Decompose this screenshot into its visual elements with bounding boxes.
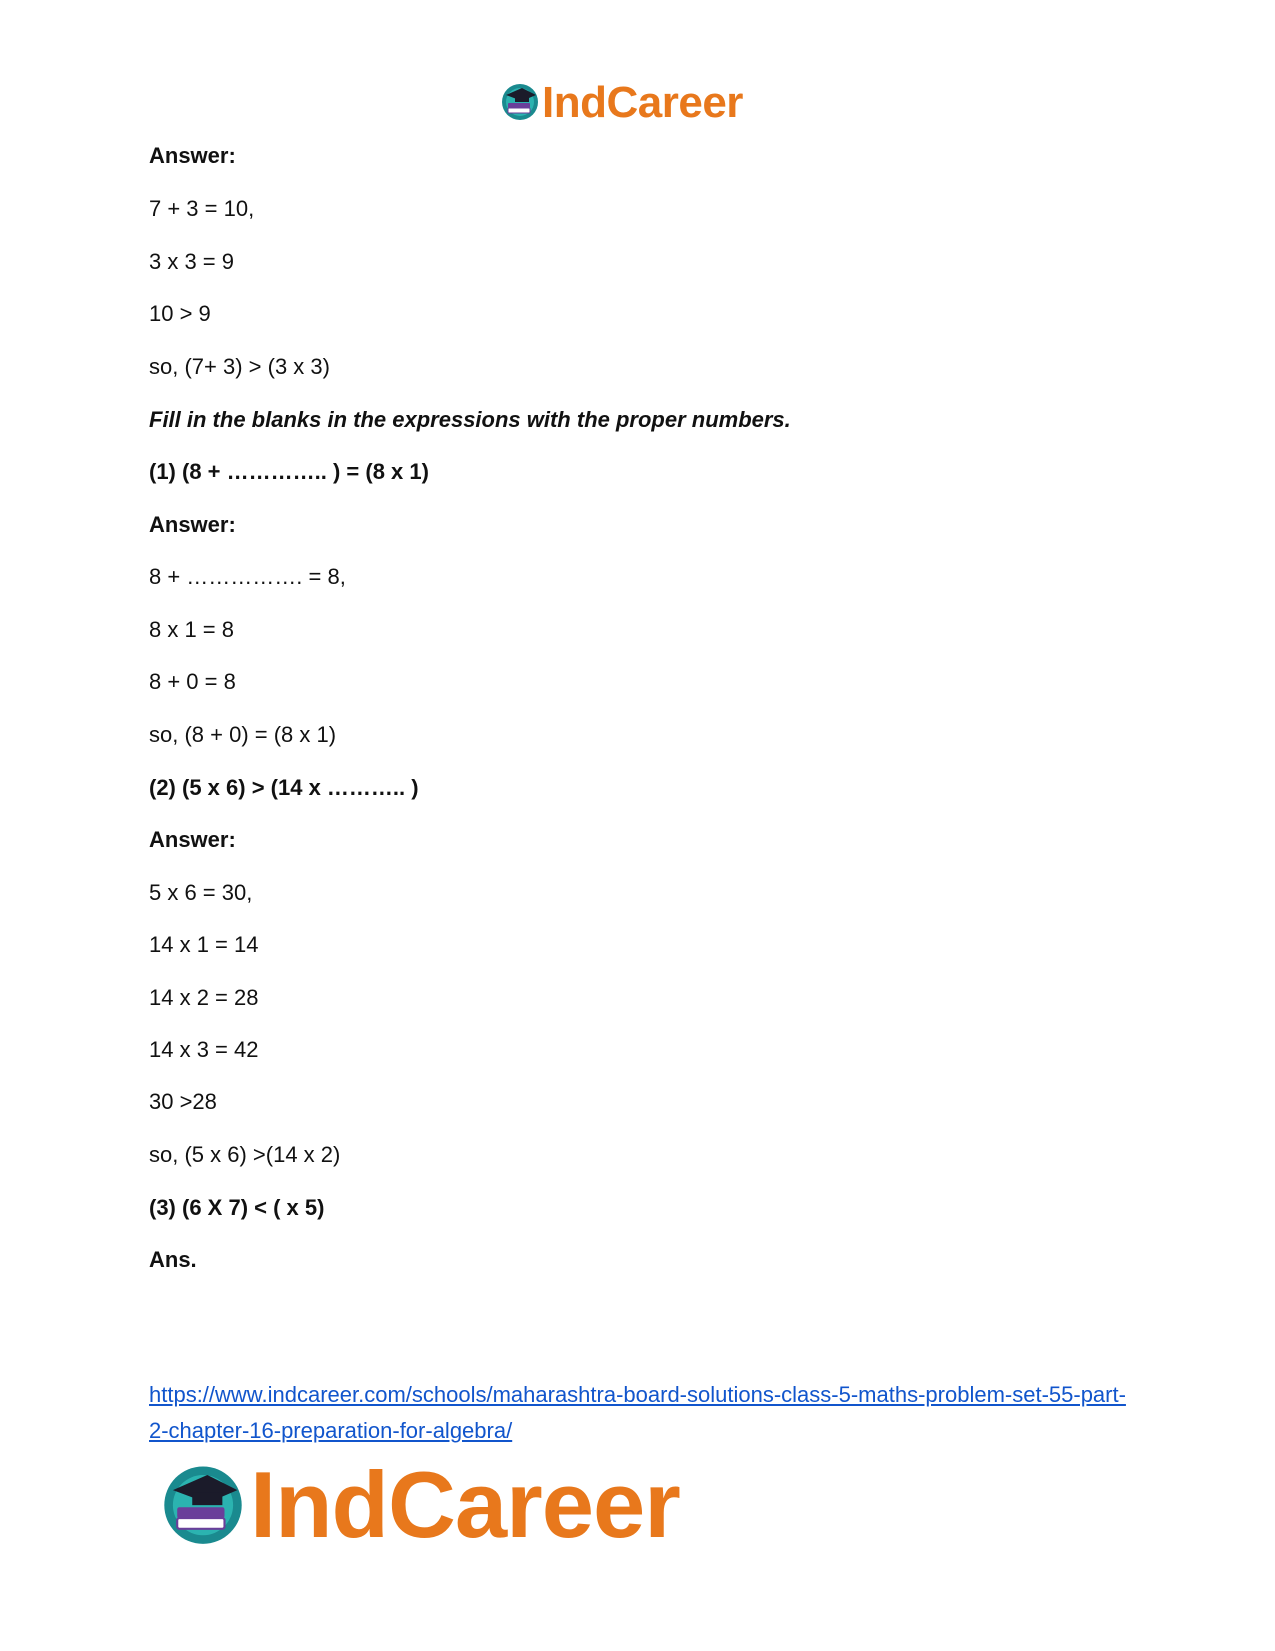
footer-logo <box>160 1452 680 1557</box>
answer-line: 8 x 1 = 8 <box>149 617 235 642</box>
question-1: (1) (8 + ………….. ) = (8 x 1) <box>149 459 429 484</box>
answer-line: 8 + 0 = 8 <box>149 669 236 694</box>
question-3: (3) (6 X 7) < ( x 5) <box>149 1195 325 1220</box>
answer-line: 14 x 3 = 42 <box>149 1037 259 1062</box>
answer-label: Answer: <box>149 827 236 852</box>
answer-line: 30 >28 <box>149 1089 217 1114</box>
header-logo-text: IndCareer <box>542 78 743 127</box>
answer-line: 5 x 6 = 30, <box>149 880 253 905</box>
graduation-cap-emblem-icon <box>160 1460 246 1551</box>
answer-line: 8 + ……………. = 8, <box>149 564 346 589</box>
answer-line: 14 x 1 = 14 <box>149 932 259 957</box>
answer-label: Answer: <box>149 512 236 537</box>
answer-line: 10 > 9 <box>149 301 211 326</box>
answer-line: 7 + 3 = 10, <box>149 196 255 221</box>
question-2: (2) (5 x 6) > (14 x ……….. ) <box>149 775 419 800</box>
source-link[interactable]: https://www.indcareer.com/schools/maharashtra-board-solutions-class-5-maths-problem-set-55-part-2-chapter-16-preparation-for-algebra/ <box>149 1382 1126 1443</box>
answer-line: 14 x 2 = 28 <box>149 985 259 1010</box>
section-heading: Fill in the blanks in the expressions with the proper numbers. <box>149 407 791 432</box>
answer-line: so, (8 + 0) = (8 x 1) <box>149 722 337 747</box>
header-logo <box>500 80 743 126</box>
footer-logo-text: IndCareer <box>250 1452 680 1557</box>
graduation-cap-emblem-icon <box>500 81 540 126</box>
answer-line: so, (7+ 3) > (3 x 3) <box>149 354 330 379</box>
answer-label: Ans. <box>149 1247 197 1272</box>
answer-line: 3 x 3 = 9 <box>149 249 235 274</box>
answer-label: Answer: <box>149 143 236 168</box>
answer-line: so, (5 x 6) >(14 x 2) <box>149 1142 341 1167</box>
